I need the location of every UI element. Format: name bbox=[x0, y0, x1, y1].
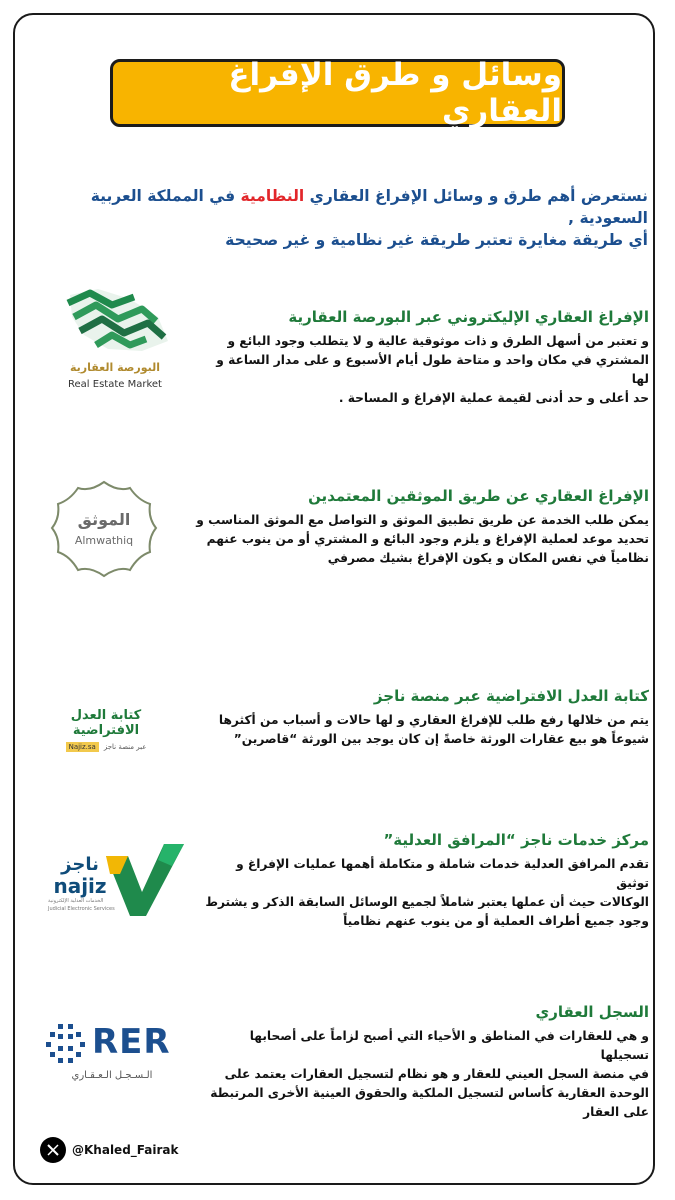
logo-en-text: Almwathiq bbox=[74, 534, 134, 547]
almwathiq-logo bbox=[48, 478, 160, 580]
logo-ar-text: البورصة العقارية bbox=[69, 361, 161, 374]
section-line: على العقار bbox=[583, 1105, 649, 1119]
section-heading: مركز خدمات ناجز “المرافق العدلية” bbox=[383, 831, 649, 849]
section-line: يمكن طلب الخدمة عن طريق تطبيق الموثق و التواصل مع الموثق المناسب و bbox=[196, 513, 649, 527]
logo-en-text: najiz bbox=[53, 874, 107, 898]
section-line: وجود جميع أطراف العملية أو من ينوب عنهم نظامياً bbox=[343, 914, 649, 928]
section-line: المشتري في مكان واحد و متاحة طول أيام الأسبوع و على مدار الساعة و لها bbox=[216, 353, 649, 386]
logo-sub-en: Judicial Electronic Services bbox=[48, 906, 115, 912]
rer-logo bbox=[44, 1020, 184, 1090]
section-heading: السجل العقاري bbox=[535, 1003, 649, 1021]
section-line: في منصة السجل العيني للعقار و هو نظام لتسجيل العقارات يعتمد على bbox=[224, 1067, 649, 1081]
x-logo-icon[interactable] bbox=[40, 1137, 66, 1163]
najiz-logo bbox=[46, 840, 186, 920]
intro-text bbox=[40, 185, 648, 251]
ornamental-frame-icon bbox=[48, 478, 160, 580]
virtual-notary-logo bbox=[36, 708, 176, 753]
logo-en-text: RER bbox=[92, 1022, 171, 1062]
section-line: تحديد موعد لعملية الإفراغ و يلزم وجود البائع و المشتري أو من ينوب عنهم bbox=[206, 532, 649, 546]
section-heading: الإفراغ العقاري عن طريق الموثقين المعتمدين bbox=[308, 487, 649, 505]
section-heading: الإفراغ العقاري الإليكتروني عبر البورصة العقارية bbox=[288, 308, 649, 326]
section-heading: كتابة العدل الافتراضية عبر منصة ناجز bbox=[373, 687, 649, 705]
section-line: الوكالات حيث أن عملها يعتبر شاملاً لجميع الوسائل السابقة الذكر و يشترط bbox=[205, 895, 649, 909]
section-real-estate-registry bbox=[200, 1002, 649, 1122]
section-virtual-notary bbox=[200, 686, 649, 749]
logo-ar-text: الـسـجـل الـعـقـاري bbox=[71, 1070, 153, 1081]
section-line: شيوعاً هو بيع عقارات الورثة خاصةً إن كان يوجد بين الورثة “قاصرين” bbox=[233, 732, 649, 746]
footer bbox=[40, 1137, 178, 1163]
logo-ar-text: كتابة العدل الافتراضية bbox=[70, 708, 142, 738]
section-line: تقدم المرافق العدلية خدمات شاملة و متكاملة أهمها عمليات الإفراغ و توثيق bbox=[236, 857, 649, 890]
logo-ar-text: الموثق bbox=[77, 510, 131, 529]
intro-line2: أي طريقة مغايرة تعتبر طريقة غير نظامية و غير صحيحة bbox=[225, 231, 648, 249]
dot-grid-icon bbox=[44, 1022, 88, 1066]
section-najiz-center bbox=[200, 830, 649, 931]
section-real-estate-market bbox=[195, 307, 649, 408]
section-line: الوحدة العقارية كأساس لتسجيل الملكية والحقوق العينية الأخرى المرتبطة bbox=[210, 1086, 649, 1100]
logo-ar-text: ناجز bbox=[61, 854, 99, 875]
logo-en-text: Real Estate Market bbox=[68, 379, 162, 390]
logo-sub-ar: الخدمات العدلية الإلكترونية bbox=[48, 898, 104, 904]
section-line: يتم من خلالها رفع طلب للإفراغ العقاري و لها حالات و أسباب من أكثرها bbox=[218, 713, 649, 727]
section-line: نظامياً في نفس المكان و يكون الإفراغ بشيك مصرفي bbox=[327, 551, 649, 565]
real-estate-market-logo bbox=[50, 283, 180, 398]
logo-sub-text: عبر منصة ناجز bbox=[103, 743, 147, 751]
intro-line1-part1: نستعرض أهم طرق و وسائل الإفراغ العقاري bbox=[309, 187, 648, 205]
author-handle[interactable]: @Khaled_Fairak bbox=[72, 1143, 179, 1157]
intro-highlight: النظامية bbox=[240, 187, 305, 205]
page-title: وسائل و طرق الإفراغ العقاري bbox=[110, 59, 565, 127]
section-line: و هي للعقارات في المناطق و الأحياء التي أصبح لزاماً على أصحابها تسجيلها bbox=[249, 1029, 649, 1062]
logo-tag: Najiz.sa bbox=[66, 742, 99, 752]
intro-line1-part2: في المملكة العربية السعودية , bbox=[90, 187, 648, 227]
section-almwathiq bbox=[180, 486, 649, 568]
section-line: حد أعلى و حد أدنى لقيمة عملية الإفراغ و المساحة . bbox=[338, 391, 649, 405]
section-line: و تعتبر من أسهل الطرق و ذات موثوقية عالية و لا يتطلب وجود البائع و bbox=[227, 334, 649, 348]
